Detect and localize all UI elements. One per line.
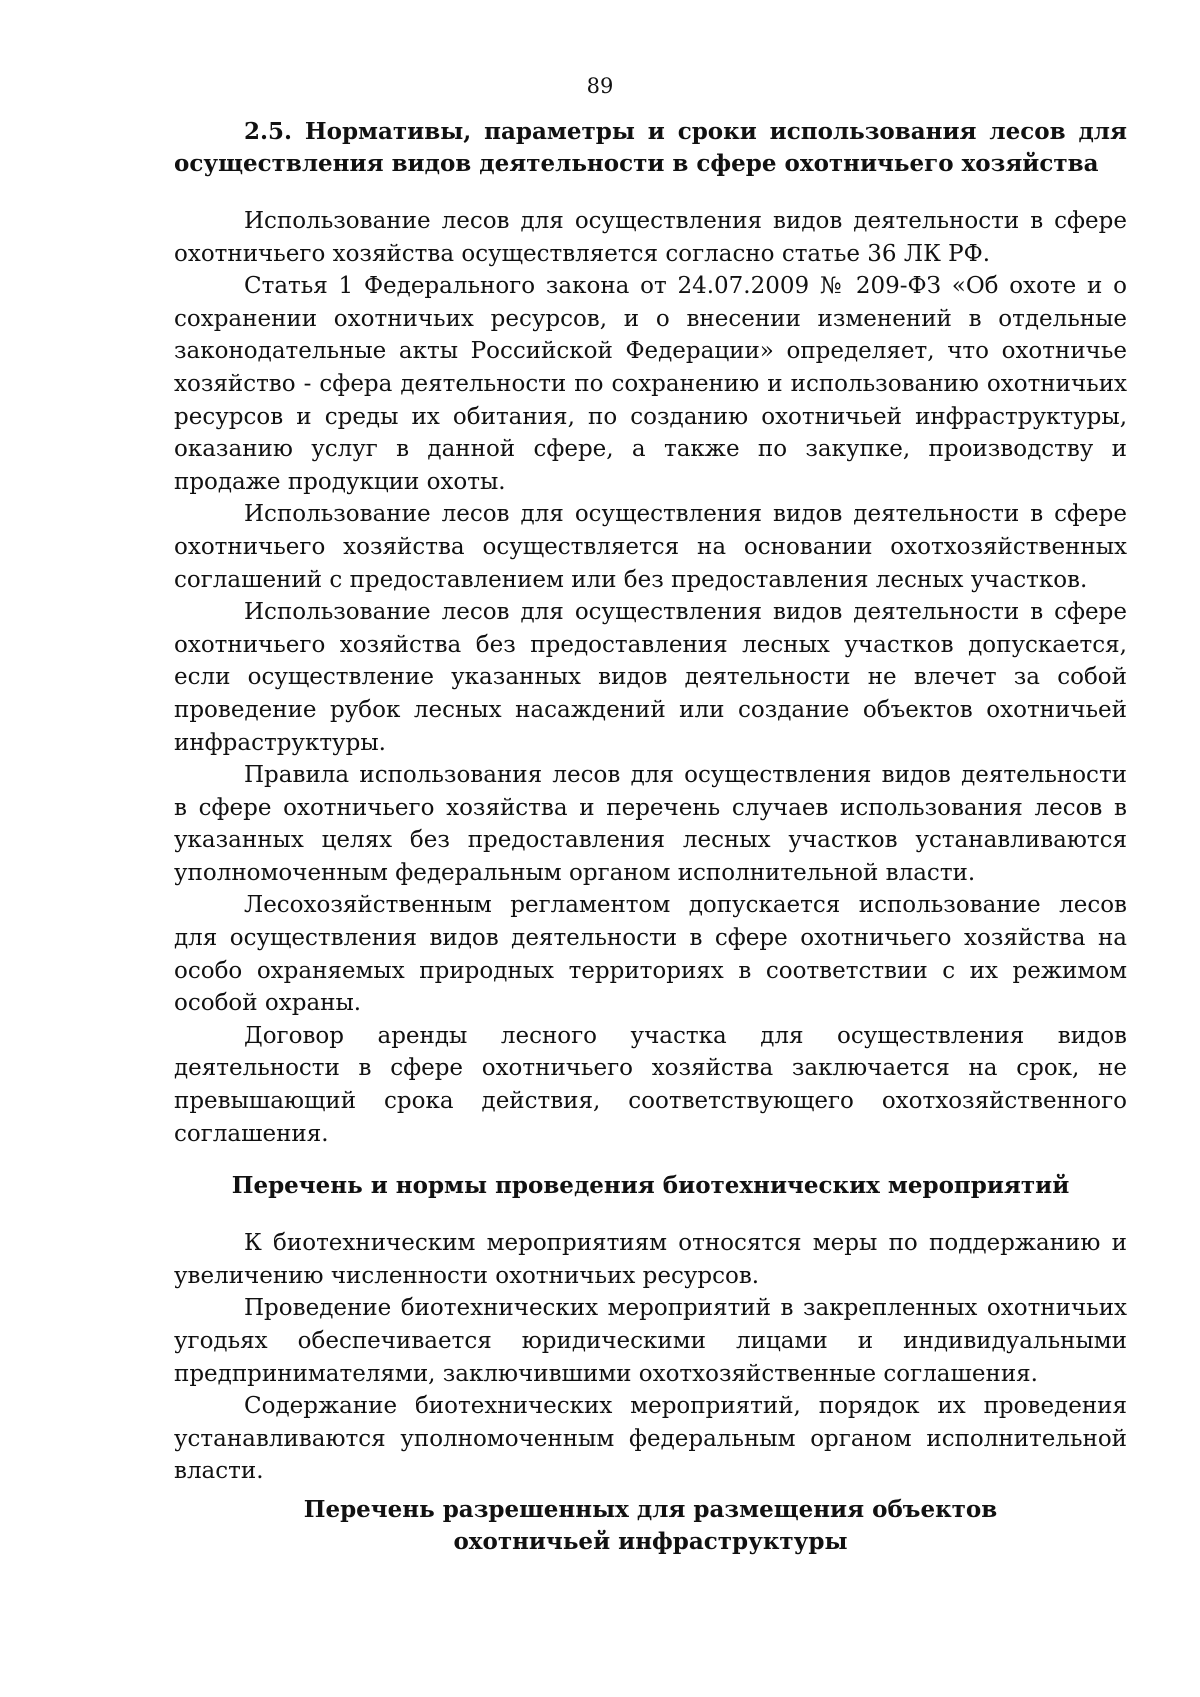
paragraph-biotech-responsibility: Проведение биотехнических мероприятий в закрепленных охотничьих угодьях обеспечивается юридическими лицами и индивидуальными предпринимателями, заключившими охотхозяйственные соглашения. <box>174 1295 1127 1387</box>
spacer <box>174 180 1127 205</box>
paragraph-lease-term: Договор аренды лесного участка для осуществления видов деятельности в сфере охотничьего хозяйства заключается на срок, не превышающий срока действия, соответствующего охотхозяйственного соглашения. <box>174 1022 1127 1147</box>
infrastructure-heading-line2: охотничьей инфраструктуры <box>453 1527 848 1555</box>
paragraph-federal-law: Статья 1 Федерального закона от 24.07.2009 № 209-ФЗ «Об охоте и о сохранении охотничьих ресурсов, и о внесении изменений в отдельные законодательные акты Российской Федерации» определяет, что охотничье хозяйство - сфера деятельности по сохранению и использованию охотничьих ресурсов и среды их обитания, по созданию охотничьей инфраструктуры, оказанию услуг в данной сфере, а также по закупке, производству и продаже продукции охоты. <box>174 273 1127 495</box>
paragraph-biotech-content: Содержание биотехнических мероприятий, порядок их проведения устанавливаются уполномоченным федеральным органом исполнительной власти. <box>174 1393 1127 1485</box>
infrastructure-heading-line1: Перечень разрешенных для размещения объектов <box>303 1495 998 1523</box>
paragraph-without-plots: Использование лесов для осуществления видов деятельности в сфере охотничьего хозяйства без предоставления лесных участков допускается, если осуществление указанных видов деятельности не влечет за собой проведение рубок лесных насаждений или создание объектов охотничьей инфраструктуры. <box>174 599 1127 756</box>
infrastructure-heading <box>174 1494 1127 1558</box>
page-content <box>174 116 1127 1558</box>
spacer <box>174 1202 1127 1227</box>
biotech-heading: Перечень и нормы проведения биотехнических мероприятий <box>231 1172 1070 1200</box>
paragraph-legal-basis: Использование лесов для осуществления видов деятельности в сфере охотничьего хозяйства осуществляется согласно статье 36 ЛК РФ. <box>174 208 1127 267</box>
paragraph-rules: Правила использования лесов для осуществления видов деятельности в сфере охотничьего хозяйства и перечень случаев использования лесов в указанных целях без предоставления лесных участков устанавливаются уполномоченным федеральным органом исполнительной власти. <box>174 762 1127 886</box>
paragraph-biotech-definition: К биотехническим мероприятиям относятся меры по поддержанию и увеличению численности охотничьих ресурсов. <box>174 1230 1127 1289</box>
paragraph-protected-areas: Лесохозяйственным регламентом допускается использование лесов для осуществления видов деятельности в сфере охотничьего хозяйства на особо охраняемых природных территориях в соответствии с их режимом особой охраны. <box>174 892 1127 1017</box>
section-heading: 2.5. Нормативы, параметры и сроки использования лесов для осуществления видов деятельности в сфере охотничьего хозяйства <box>174 118 1127 177</box>
spacer <box>174 1150 1127 1170</box>
page-number: 89 <box>586 74 614 98</box>
paragraph-agreements: Использование лесов для осуществления видов деятельности в сфере охотничьего хозяйства осуществляется на основании охотхозяйственных соглашений с предоставлением или без предоставления лесных участков. <box>174 501 1127 593</box>
